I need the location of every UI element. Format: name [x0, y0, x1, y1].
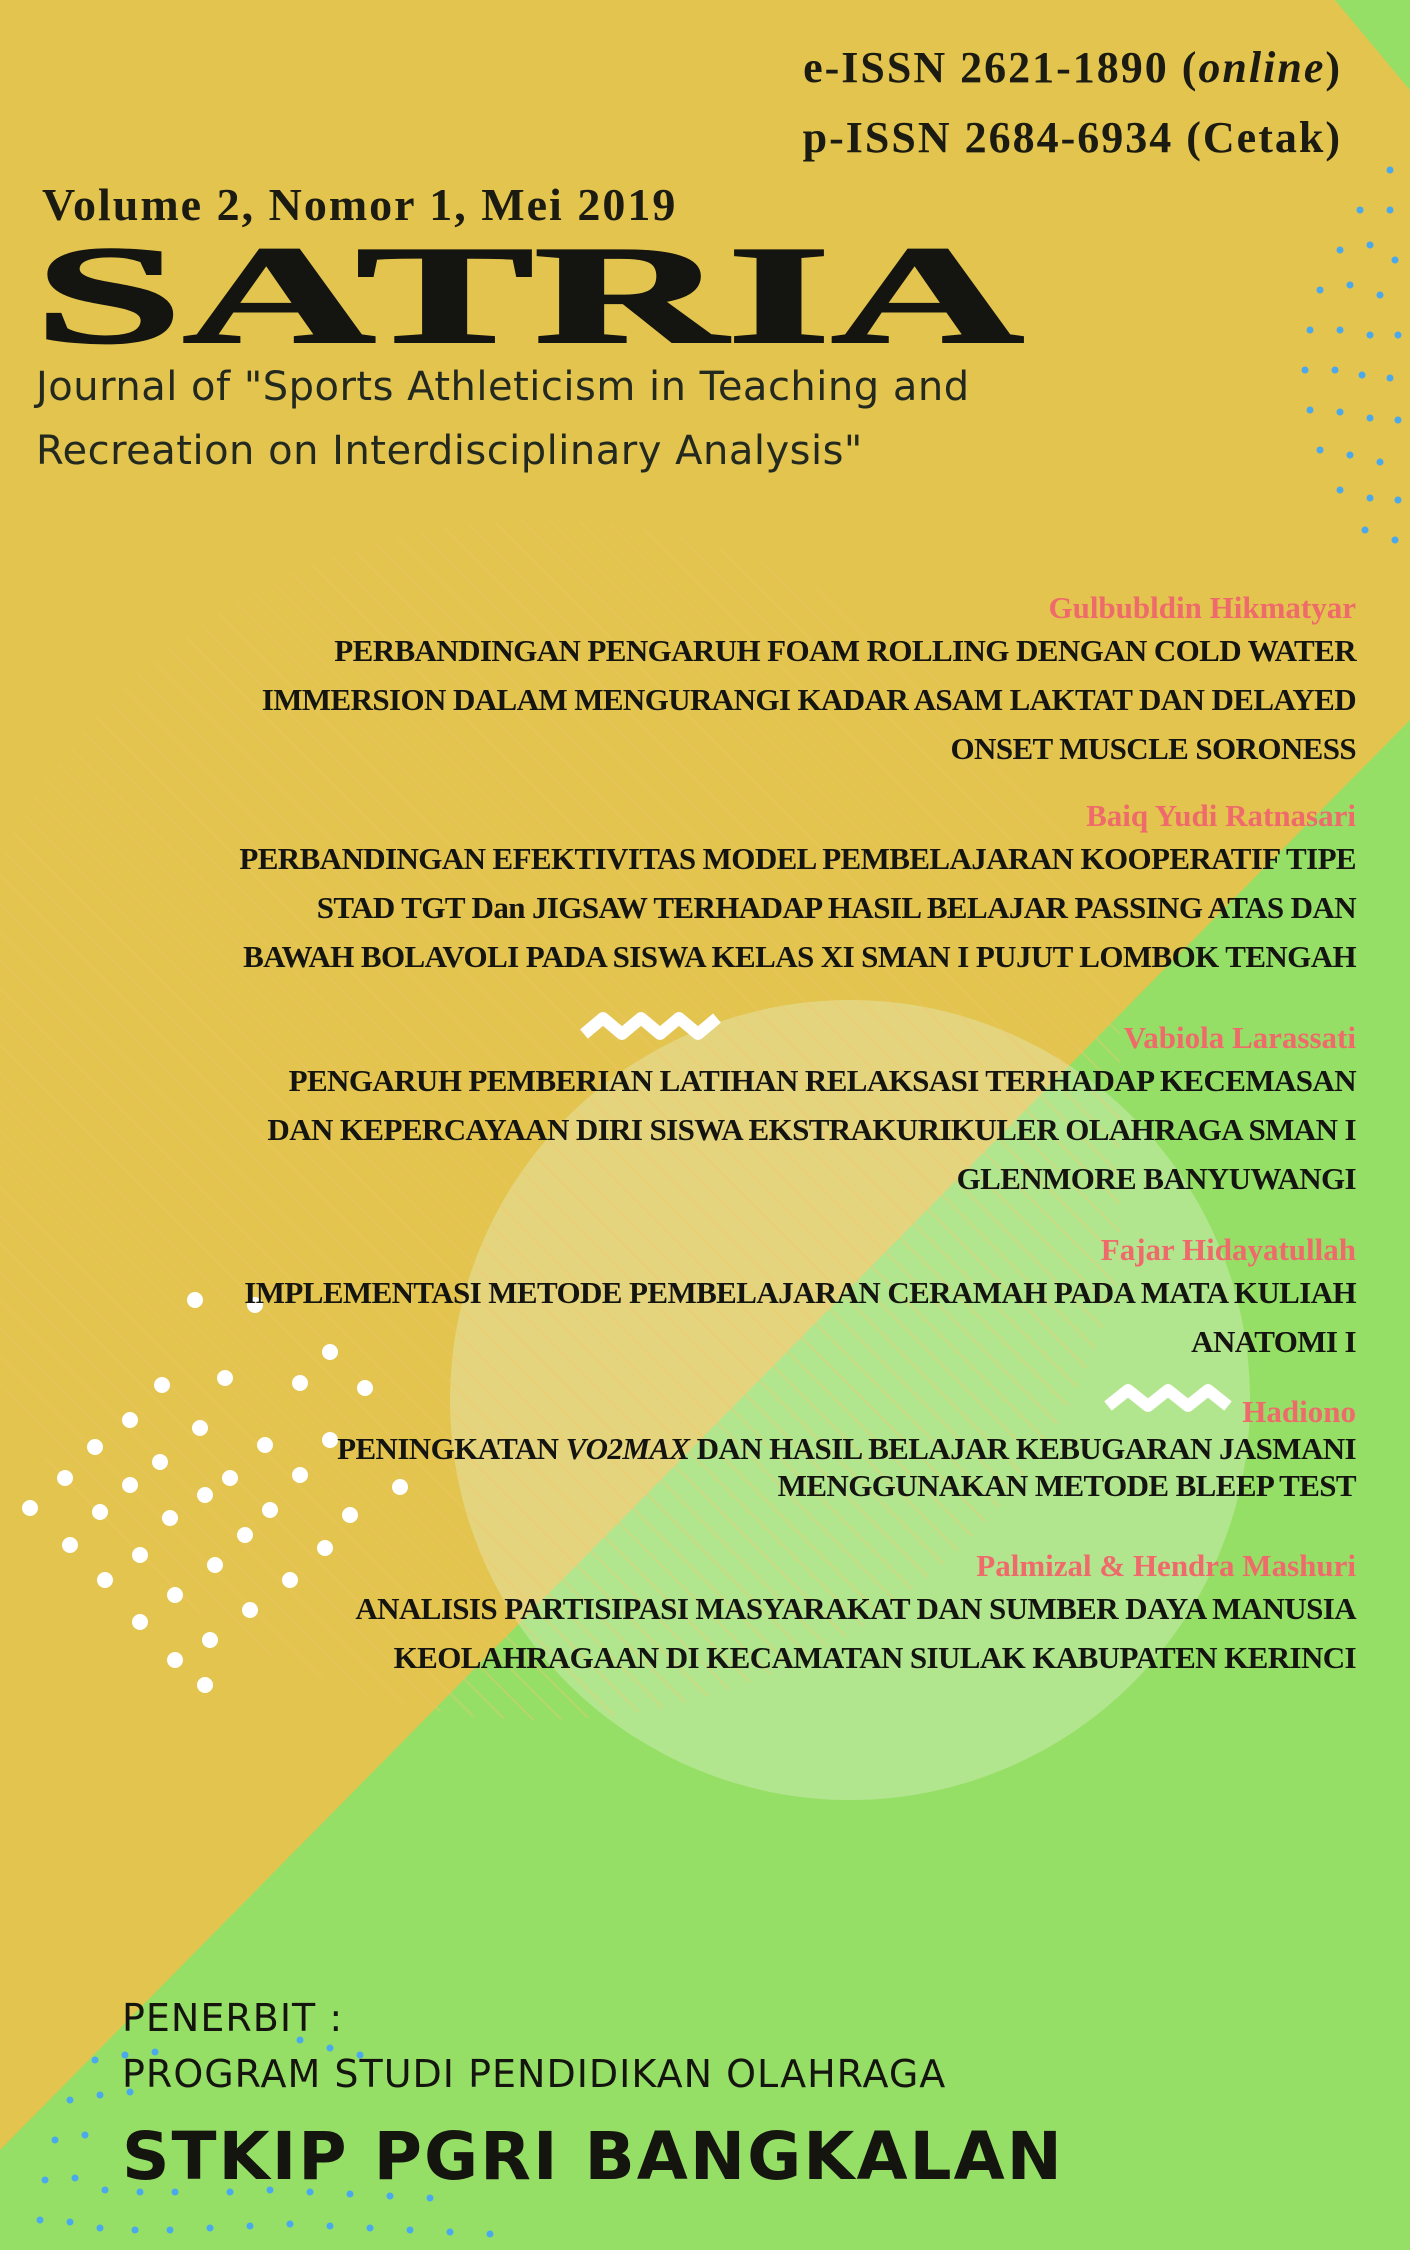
article-title-line: MENGGUNAKAN METODE BLEEP TEST [777, 1468, 1356, 1503]
article-title-line: BAWAH BOLAVOLI PADA SISWA KELAS XI SMAN I PUJUT LOMBOK TENGAH [243, 939, 1356, 974]
publisher-label: PENERBIT : [122, 1996, 344, 2040]
article-1 [262, 590, 1356, 773]
article-author: Palmizal & Hendra Mashuri [976, 1548, 1356, 1583]
publisher-program: PROGRAM STUDI PENDIDIKAN OLAHRAGA [122, 2052, 947, 2096]
article-title-line [337, 1430, 1356, 1467]
article-author: Baiq Yudi Ratnasari [1086, 798, 1356, 833]
issn-online [803, 42, 1342, 93]
subtitle-line-1: Journal of "Sports Athleticism in Teaching and [36, 364, 970, 410]
article-author: Fajar Hidayatullah [1100, 1232, 1356, 1267]
article-title-line: DAN KEPERCAYAAN DIRI SISWA EKSTRAKURIKULER OLAHRAGA SMAN I [267, 1112, 1356, 1147]
title-part: PENINGKATAN [337, 1431, 566, 1466]
article-6 [355, 1548, 1356, 1682]
article-title-line: PERBANDINGAN EFEKTIVITAS MODEL PEMBELAJARAN KOOPERATIF TIPE [239, 841, 1356, 876]
article-author: Hadiono [1242, 1394, 1356, 1429]
article-author: Vabiola Larassati [1123, 1020, 1356, 1055]
journal-title-logo [32, 240, 1032, 360]
journal-title: SATRIA [34, 240, 1024, 360]
issn-print: p-ISSN 2684-6934 (Cetak) [802, 113, 1342, 162]
publisher-institution: STKIP PGRI BANGKALAN [122, 2118, 1064, 2195]
volume-issue: Volume 2, Nomor 1, Mei 2019 [42, 179, 678, 230]
article-title-line: STAD TGT Dan JIGSAW TERHADAP HASIL BELAJAR PASSING ATAS DAN [316, 890, 1356, 925]
issn-online-number: e-ISSN 2621-1890 ( [803, 43, 1199, 92]
issn-online-close: ) [1325, 43, 1342, 92]
article-title-line: ONSET MUSCLE SORONESS [950, 731, 1356, 766]
article-5 [337, 1394, 1356, 1504]
issn-online-type: online [1198, 43, 1326, 92]
title-part: DAN HASIL BELAJAR KEBUGARAN JASMANI [689, 1431, 1356, 1466]
title-emphasis: VO2MAX [565, 1431, 690, 1466]
article-title-line: KEOLAHRAGAAN DI KECAMATAN SIULAK KABUPATEN KERINCI [393, 1640, 1356, 1675]
article-title-line: IMMERSION DALAM MENGURANGI KADAR ASAM LAKTAT DAN DELAYED [261, 682, 1356, 717]
article-title-line: ANALISIS PARTISIPASI MASYARAKAT DAN SUMBER DAYA MANUSIA [355, 1591, 1356, 1626]
subtitle-line-2: Recreation on Interdisciplinary Analysis" [36, 428, 863, 474]
journal-subtitle [36, 355, 1336, 483]
article-title-line: IMPLEMENTASI METODE PEMBELAJARAN CERAMAH PADA MATA KULIAH [244, 1275, 1356, 1310]
article-4 [244, 1232, 1356, 1366]
article-title-line: ANATOMI I [1191, 1324, 1356, 1359]
article-title-line: PERBANDINGAN PENGARUH FOAM ROLLING DENGAN COLD WATER [334, 633, 1356, 668]
article-2 [239, 798, 1356, 981]
article-title-line: GLENMORE BANYUWANGI [956, 1161, 1356, 1196]
article-author: Gulbubldin Hikmatyar [1048, 590, 1356, 625]
article-3 [267, 1020, 1356, 1203]
article-title-line: PENGARUH PEMBERIAN LATIHAN RELAKSASI TERHADAP KECEMASAN [288, 1063, 1356, 1098]
